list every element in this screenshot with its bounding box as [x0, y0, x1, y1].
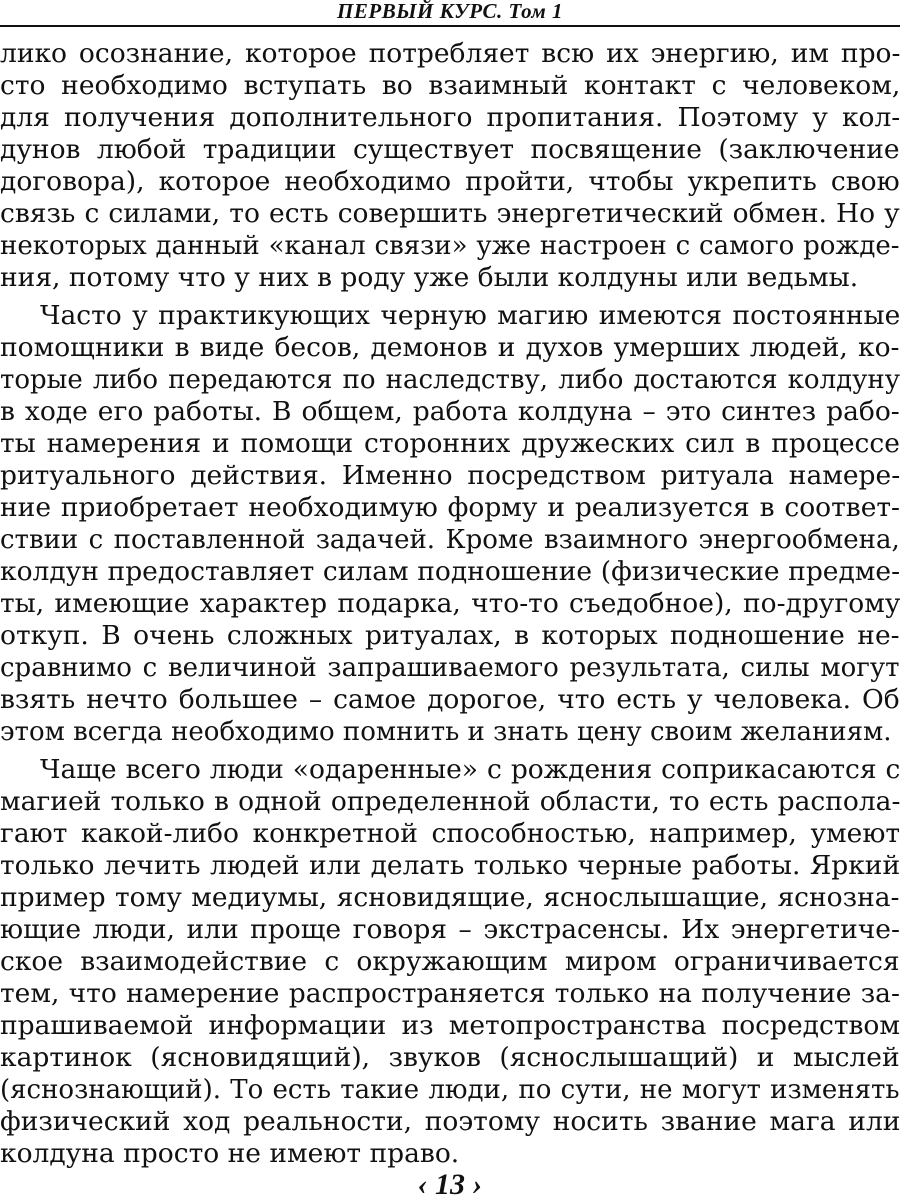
text-line: прашиваемой информации из метопространства посредством	[0, 1010, 900, 1041]
text-line: ние приобретает необходимую форму и реализуется в соответ-	[0, 492, 900, 523]
text-line: физический ход реальности, поэтому носить звание мага или	[0, 1106, 900, 1137]
text-line: в ходе его работы. В общем, работа колдуна – это синтез рабо-	[0, 396, 900, 427]
text-line: ритуального действия. Именно посредством ритуала намере-	[0, 460, 900, 491]
text-line: сто необходимо вступать во взаимный контакт с человеком,	[0, 70, 900, 101]
text-line: ты намерения и помощи сторонних дружеских сил в процессе	[0, 428, 900, 459]
text-line: договора), которое необходимо пройти, чтобы укрепить свою	[0, 166, 900, 197]
paragraph	[0, 38, 900, 294]
text-line: торые либо передаются по наследству, либо достаются колдуну	[0, 365, 900, 395]
paragraph	[0, 300, 900, 748]
paragraph	[0, 754, 900, 1170]
text-line: для получения дополнительного пропитания. Поэтому у кол-	[0, 102, 900, 133]
text-line: связь с силами, то есть совершить энергетический обмен. Но у	[0, 198, 900, 229]
text-line: этом всегда необходимо помнить и знать цену своим желаниям.	[0, 717, 892, 747]
text-line: некоторых данный «канал связи» уже настроен с самого рожде-	[0, 231, 900, 261]
text-line: лико осознание, которое потребляет всю их энергию, им про-	[0, 38, 900, 69]
text-line: ния, потому что у них в роду уже были колдуны или ведьмы.	[0, 262, 859, 293]
running-head: ПЕРВЫЙ КУРС. Том 1	[337, 0, 563, 23]
text-line: колдун предоставляет силам подношение (физические предме-	[0, 556, 900, 587]
text-line: картинок (ясновидящий), звуков (яснослышащий) и мыслей	[0, 1042, 900, 1073]
text-line: дунов любой традиции существует посвящение (заключение	[0, 134, 900, 165]
text-line: ствии с поставленной задачей. Кроме взаимного энергообмена,	[0, 525, 900, 555]
text-line: помощники в виде бесов, демонов и духов умерших людей, ко-	[0, 332, 900, 363]
text-line: колдуна просто не имеют право.	[0, 1138, 460, 1169]
text-line: ты, имеющие характер подарка, что-то съедобное), по-другому	[0, 588, 900, 619]
text-line: гают какой-либо конкретной способностью, например, умеют	[0, 818, 900, 849]
text-line: Чаще всего люди «одаренные» с рождения соприкасаются с	[40, 754, 900, 785]
text-line: ющие люди, или проще говоря – экстрасенсы. Их энергетиче-	[0, 914, 900, 945]
header-rule	[0, 25, 900, 27]
text-line: взять нечто большее – самое дорогое, что есть у человека. Об	[0, 684, 900, 715]
text-line: сравнимо с величиной запрашиваемого результата, силы могут	[0, 653, 900, 683]
text-line: пример тому медиумы, ясновидящие, яснослышащие, яснозна-	[0, 882, 900, 913]
text-line: Часто у практикующих черную магию имеются постоянные	[40, 300, 900, 331]
text-line: магией только в одной определенной области, то есть распола-	[0, 786, 900, 817]
body-text	[0, 38, 900, 1170]
text-line: только лечить людей или делать только черные работы. Яркий	[0, 850, 900, 881]
text-line: ское взаимодействие с окружающим миром ограничивается	[0, 946, 900, 977]
text-line: откуп. В очень сложных ритуалах, в которых подношение не-	[0, 620, 900, 651]
text-line: (яснознающий). То есть такие люди, по сути, не могут изменять	[0, 1075, 900, 1105]
page-number: ‹ 13 ›	[417, 1168, 483, 1201]
text-line: тем, что намерение распространяется только на получение за-	[0, 978, 900, 1009]
